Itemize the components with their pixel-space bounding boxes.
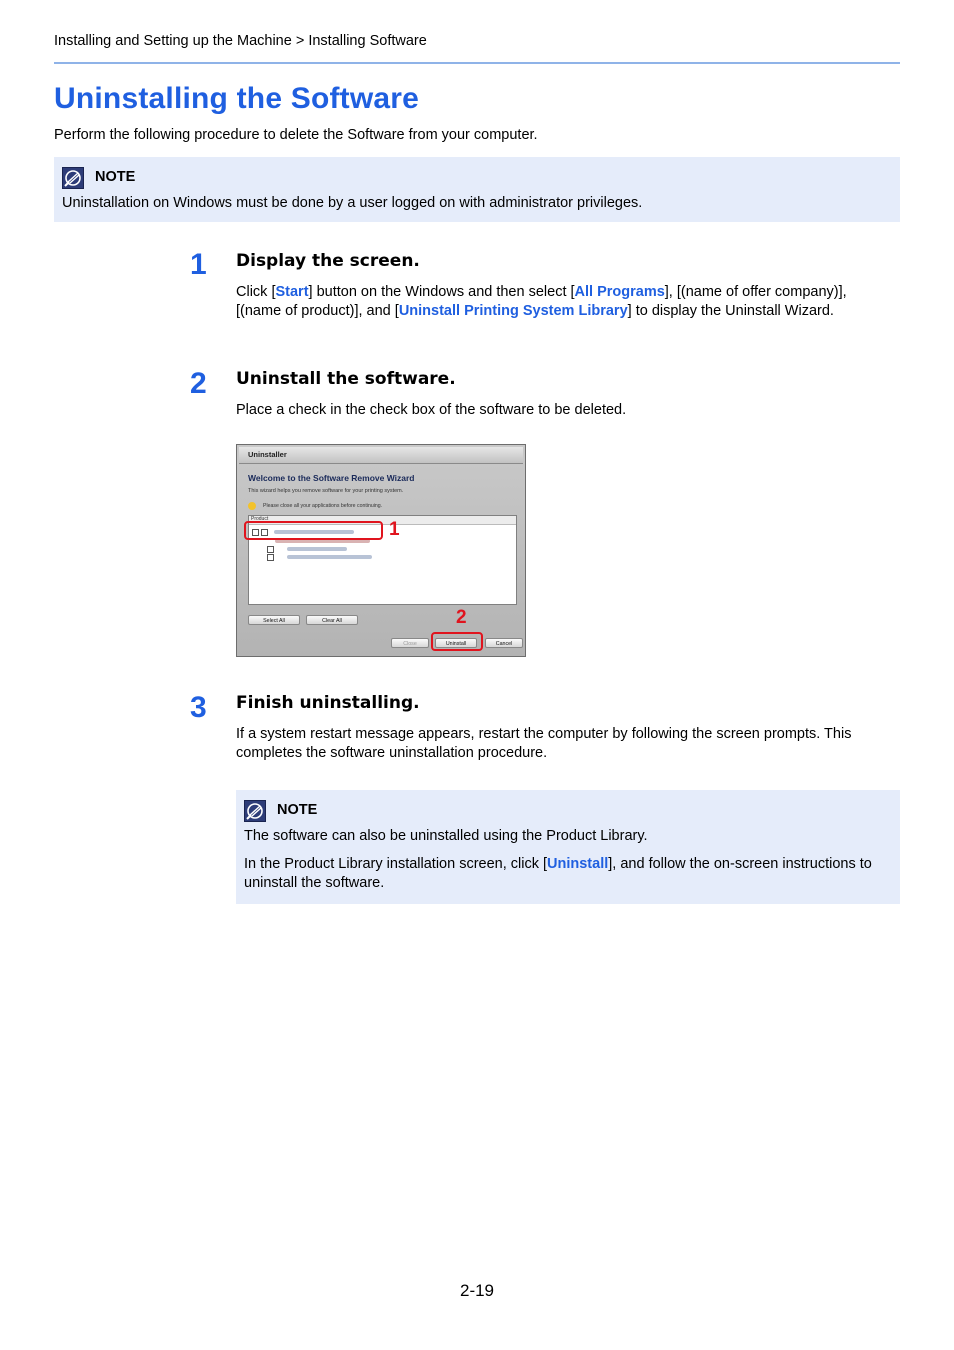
- keyword-uninstall: Uninstall: [547, 856, 609, 872]
- step-title-1: Display the screen.: [236, 251, 420, 271]
- page-number: 2-19: [459, 1281, 495, 1300]
- breadcrumb: Installing and Setting up the Machine > Installing Software: [54, 33, 427, 49]
- clear-all-button[interactable]: Clear All: [306, 615, 358, 625]
- item-checkbox[interactable]: [267, 546, 274, 553]
- step-number-1: 1: [190, 248, 207, 281]
- note-icon: [244, 800, 266, 822]
- warning-text: Please close all your applications before continuing.: [263, 503, 383, 509]
- callout-number-2: 2: [456, 607, 467, 628]
- item-checkbox[interactable]: [267, 554, 274, 561]
- note-text-line1: The software can also be uninstalled using the Product Library.: [244, 828, 648, 844]
- keyword-start: Start: [275, 284, 309, 300]
- note-text-line2: In the Product Library installation screen, click [Uninstall], and follow the on-screen instructions to uninstall the software.: [244, 856, 872, 891]
- header-rule: [54, 62, 900, 64]
- window-titlebar: [239, 447, 523, 464]
- tree-row[interactable]: [261, 554, 411, 560]
- step-title-2: Uninstall the software.: [236, 369, 456, 389]
- step-number-2: 2: [190, 367, 207, 400]
- note-box-admin: [54, 157, 900, 222]
- warning-icon: [248, 502, 256, 510]
- note-box-product-library: [236, 790, 900, 904]
- callout-box-2: [431, 632, 483, 651]
- callout-box-1: [244, 521, 383, 540]
- page-title: Uninstalling the Software: [54, 82, 420, 115]
- step-body-2: Place a check in the check box of the software to be deleted.: [236, 402, 627, 418]
- callout-number-1: 1: [389, 519, 400, 540]
- select-all-button[interactable]: Select All: [248, 615, 300, 625]
- note-text: Uninstallation on Windows must be done by a user logged on with administrator privileges.: [62, 195, 643, 211]
- intro-text: Perform the following procedure to delete the Software from your computer.: [54, 127, 538, 143]
- note-label: NOTE: [277, 802, 318, 818]
- step-body-3: If a system restart message appears, restart the computer by following the screen prompts. This completes the software uninstallation procedure.: [236, 726, 852, 761]
- uninstall-button[interactable]: Uninstall: [435, 638, 477, 648]
- window-title: Uninstaller: [248, 450, 287, 459]
- note-label: NOTE: [95, 169, 136, 185]
- wizard-heading: Welcome to the Software Remove Wizard: [248, 473, 415, 483]
- wizard-subtext: This wizard helps you remove software for your printing system.: [248, 488, 404, 494]
- cancel-button[interactable]: Cancel: [485, 638, 523, 648]
- keyword-all-programs: All Programs: [574, 284, 665, 300]
- keyword-uninstall-library: Uninstall Printing System Library: [398, 303, 628, 319]
- uninstaller-screenshot: [236, 444, 526, 657]
- note-icon: [62, 167, 84, 189]
- tree-row[interactable]: [261, 546, 391, 552]
- step-title-3: Finish uninstalling.: [236, 693, 420, 713]
- close-button[interactable]: Close: [391, 638, 429, 648]
- step-body-1: Click [Start] button on the Windows and then select [All Programs], [(name of offer company)], [(name of product)], and [Uninstall Printing System Library] to display the Uninstall Wizard.: [236, 284, 847, 319]
- step-number-3: 3: [190, 691, 207, 724]
- product-list-header: Product: [249, 516, 516, 525]
